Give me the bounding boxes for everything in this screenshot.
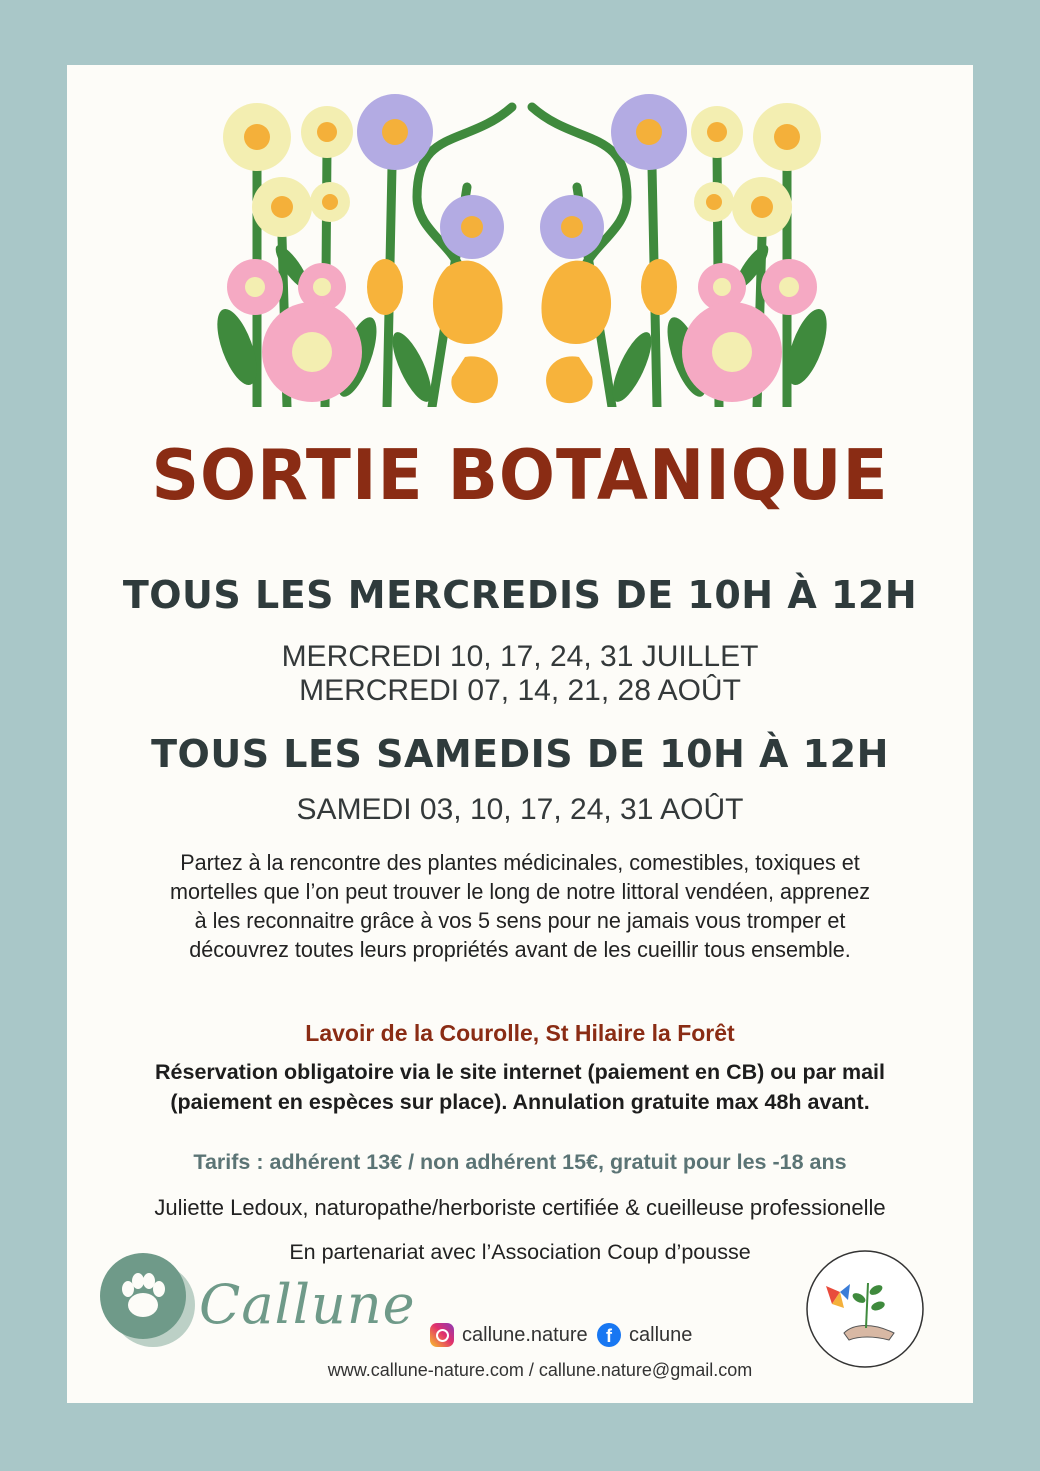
description-line: à les reconnaitre grâce à vos 5 sens pour ne jamais vous tromper et xyxy=(194,908,846,933)
saturday-date-line: SAMEDI 03, 10, 17, 24, 31 AOÛT xyxy=(296,793,744,826)
association-logo xyxy=(804,1248,926,1370)
saturday-heading: TOUS LES SAMEDIS DE 10H À 12H xyxy=(151,732,889,776)
location: Lavoir de la Courolle, St Hilaire la Forêt xyxy=(305,1020,735,1046)
instagram-icon xyxy=(430,1323,454,1347)
facebook-link[interactable] xyxy=(597,1323,692,1347)
page-title: SORTIE BOTANIQUE xyxy=(151,435,889,516)
wednesday-dates xyxy=(67,640,973,708)
wednesday-date-line: MERCREDI 10, 17, 24, 31 JUILLET xyxy=(281,640,759,673)
facebook-handle: callune xyxy=(629,1323,693,1346)
partner: En partenariat avec l’Association Coup d’pousse xyxy=(289,1240,751,1264)
paw-icon xyxy=(100,1253,186,1339)
facebook-icon: f xyxy=(597,1323,621,1347)
guide: Juliette Ledoux, naturopathe/herboriste certifiée & cueilleuse professionelle xyxy=(154,1195,886,1220)
brand-name: Callune xyxy=(199,1273,416,1336)
description-line: Partez à la rencontre des plantes médicinales, comestibles, toxiques et xyxy=(180,850,860,875)
reservation-info xyxy=(67,1057,973,1117)
instagram-link[interactable] xyxy=(430,1323,588,1347)
saturday-dates xyxy=(67,793,973,827)
poster xyxy=(67,65,973,1403)
description xyxy=(114,848,926,964)
description-line: mortelles que l’on peut trouver le long de notre littoral vendéen, apprenez xyxy=(169,879,871,904)
tarifs: Tarifs : adhérent 13€ / non adhérent 15€, gratuit pour les -18 ans xyxy=(193,1150,847,1174)
flower-illustration xyxy=(217,87,827,407)
wednesday-date-line: MERCREDI 07, 14, 21, 28 AOÛT xyxy=(299,674,741,707)
reservation-line: (paiement en espèces sur place). Annulation gratuite max 48h avant. xyxy=(170,1090,870,1114)
wednesday-heading: TOUS LES MERCREDIS DE 10H À 12H xyxy=(122,573,918,617)
contact-info[interactable]: www.callune-nature.com / callune.nature@gmail.com xyxy=(327,1360,753,1380)
instagram-handle: callune.nature xyxy=(462,1323,588,1346)
reservation-line: Réservation obligatoire via le site internet (paiement en CB) ou par mail xyxy=(155,1060,885,1084)
description-line: découvrez toutes leurs propriétés avant de les cueillir tous ensemble. xyxy=(189,937,851,962)
